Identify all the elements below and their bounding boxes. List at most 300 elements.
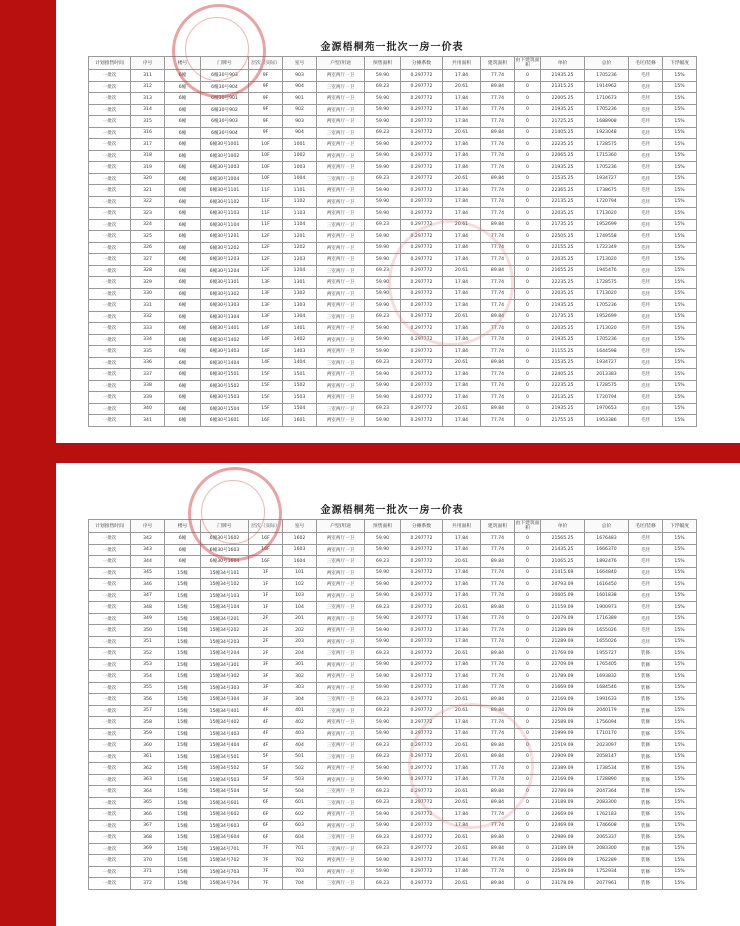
table-cell: 一批次 bbox=[89, 671, 131, 683]
table-cell: 一批次 bbox=[89, 162, 131, 174]
table-cell: 77.74 bbox=[481, 567, 515, 579]
table-cell: 一批次 bbox=[89, 265, 131, 277]
table-cell: 336 bbox=[131, 357, 165, 369]
table-cell: 346 bbox=[131, 579, 165, 591]
table-cell: 0 bbox=[515, 544, 541, 556]
table-cell: 902 bbox=[283, 104, 317, 116]
table-cell: 17.84 bbox=[443, 567, 481, 579]
table-cell: 502 bbox=[283, 763, 317, 775]
table-cell: 15幢34号604 bbox=[201, 832, 249, 844]
table-cell: 6幢 bbox=[165, 81, 201, 93]
table-cell: 69.23 bbox=[365, 311, 401, 323]
table-cell: 6幢30号904 bbox=[201, 81, 249, 93]
table-row bbox=[89, 556, 697, 568]
table-cell: 装修 bbox=[629, 832, 663, 844]
table-cell: 89.84 bbox=[481, 797, 515, 809]
table-cell: 0 bbox=[515, 196, 541, 208]
table-cell: 三室两厅一卫 bbox=[317, 219, 365, 231]
table-cell: 16F bbox=[249, 533, 283, 545]
table-cell: 0.297772 bbox=[401, 346, 443, 358]
table-cell: 一批次 bbox=[89, 590, 131, 602]
table-cell: 毛坯 bbox=[629, 334, 663, 346]
table-cell: 一批次 bbox=[89, 740, 131, 752]
table-cell: 0.297772 bbox=[401, 590, 443, 602]
table-cell: 77.74 bbox=[481, 763, 515, 775]
table-cell: 0 bbox=[515, 242, 541, 254]
table-cell: 毛坯 bbox=[629, 357, 663, 369]
table-cell: 15幢 bbox=[165, 567, 201, 579]
table-cell: 0.297772 bbox=[401, 93, 443, 105]
table-row bbox=[89, 820, 697, 832]
table-cell: 6幢30号903 bbox=[201, 70, 249, 82]
table-cell: 77.74 bbox=[481, 104, 515, 116]
table-cell: 89.84 bbox=[481, 81, 515, 93]
table-cell: 21155.25 bbox=[541, 346, 585, 358]
table-cell: 59.90 bbox=[365, 323, 401, 335]
table-cell: 毛坯 bbox=[629, 173, 663, 185]
table-cell: 0 bbox=[515, 219, 541, 231]
table-cell: 两室两厅一卫 bbox=[317, 185, 365, 197]
column-header: 分摊系数 bbox=[401, 57, 443, 70]
table-cell: 1713020 bbox=[585, 323, 629, 335]
table-cell: 77.74 bbox=[481, 150, 515, 162]
table-cell: 21935.25 bbox=[541, 104, 585, 116]
table-cell: 17.84 bbox=[443, 763, 481, 775]
table-cell: 15% bbox=[663, 855, 697, 867]
table-cell: 6幢 bbox=[165, 533, 201, 545]
table-cell: 15幢 bbox=[165, 797, 201, 809]
table-row bbox=[89, 866, 697, 878]
table-cell: 装修 bbox=[629, 648, 663, 660]
table-cell: 21935.25 bbox=[541, 162, 585, 174]
table-cell: 13F bbox=[249, 288, 283, 300]
table-cell: 11F bbox=[249, 185, 283, 197]
table-row bbox=[89, 334, 697, 346]
table-cell: 装修 bbox=[629, 682, 663, 694]
table-cell: 装修 bbox=[629, 751, 663, 763]
table-cell: 77.74 bbox=[481, 139, 515, 151]
table-cell: 4F bbox=[249, 705, 283, 717]
table-cell: 0.297772 bbox=[401, 556, 443, 568]
table-cell: 15% bbox=[663, 127, 697, 139]
table-cell: 332 bbox=[131, 311, 165, 323]
table-cell: 0.297772 bbox=[401, 288, 443, 300]
table-cell: 17.84 bbox=[443, 254, 481, 266]
table-cell: 89.84 bbox=[481, 311, 515, 323]
table-cell: 一批次 bbox=[89, 208, 131, 220]
table-cell: 1705236 bbox=[585, 70, 629, 82]
table-cell: 15幢34号701 bbox=[201, 843, 249, 855]
table-cell: 357 bbox=[131, 705, 165, 717]
table-cell: 345 bbox=[131, 567, 165, 579]
table-cell: 69.23 bbox=[365, 705, 401, 717]
table-cell: 两室两厅一卫 bbox=[317, 625, 365, 637]
table-cell: 1101 bbox=[283, 185, 317, 197]
table-cell: 22505.25 bbox=[541, 231, 585, 243]
table-cell: 77.74 bbox=[481, 820, 515, 832]
table-cell: 0 bbox=[515, 277, 541, 289]
table-cell: 15% bbox=[663, 705, 697, 717]
table-cell: 89.84 bbox=[481, 832, 515, 844]
table-cell: 1762183 bbox=[585, 809, 629, 821]
table-cell: 59.90 bbox=[365, 196, 401, 208]
table-cell: 毛坯 bbox=[629, 70, 663, 82]
table-cell: 毛坯 bbox=[629, 208, 663, 220]
table-cell: 0.297772 bbox=[401, 855, 443, 867]
table-cell: 351 bbox=[131, 636, 165, 648]
table-cell: 一批次 bbox=[89, 185, 131, 197]
table-cell: 0.297772 bbox=[401, 866, 443, 878]
table-cell: 89.84 bbox=[481, 878, 515, 890]
table-cell: 17.84 bbox=[443, 288, 481, 300]
table-cell: 23178.09 bbox=[541, 878, 585, 890]
table-cell: 15F bbox=[249, 380, 283, 392]
table-cell: 15% bbox=[663, 717, 697, 729]
table-cell: 77.74 bbox=[481, 208, 515, 220]
table-cell: 一批次 bbox=[89, 346, 131, 358]
table-cell: 340 bbox=[131, 403, 165, 415]
table-cell: 15幢34号504 bbox=[201, 786, 249, 798]
table-row bbox=[89, 150, 697, 162]
table-cell: 毛坯 bbox=[629, 392, 663, 404]
table-cell: 装修 bbox=[629, 809, 663, 821]
table-row bbox=[89, 93, 697, 105]
table-cell: 一批次 bbox=[89, 415, 131, 427]
table-cell: 0.297772 bbox=[401, 763, 443, 775]
table-cell: 毛坯 bbox=[629, 219, 663, 231]
table-cell: 三室两厅一卫 bbox=[317, 740, 365, 752]
table-cell: 装修 bbox=[629, 728, 663, 740]
table-cell: 77.74 bbox=[481, 659, 515, 671]
table-cell: 17.84 bbox=[443, 231, 481, 243]
table-cell: 603 bbox=[283, 820, 317, 832]
table-cell: 15% bbox=[663, 357, 697, 369]
table-cell: 三室两厅一卫 bbox=[317, 403, 365, 415]
table-cell: 一批次 bbox=[89, 104, 131, 116]
table-cell: 一批次 bbox=[89, 751, 131, 763]
table-cell: 17.84 bbox=[443, 544, 481, 556]
table-cell: 319 bbox=[131, 162, 165, 174]
table-cell: 两室两厅一卫 bbox=[317, 820, 365, 832]
table-row bbox=[89, 579, 697, 591]
table-cell: 89.84 bbox=[481, 694, 515, 706]
table-cell: 一批次 bbox=[89, 403, 131, 415]
table-cell: 0.297772 bbox=[401, 311, 443, 323]
column-header: 下浮幅度 bbox=[663, 520, 697, 533]
table-cell: 两室两厅一卫 bbox=[317, 208, 365, 220]
table-cell: 毛坯 bbox=[629, 288, 663, 300]
table-cell: 0.297772 bbox=[401, 208, 443, 220]
table-cell: 两室两厅一卫 bbox=[317, 533, 365, 545]
table-cell: 15% bbox=[663, 173, 697, 185]
table-cell: 77.74 bbox=[481, 392, 515, 404]
table-cell: 0 bbox=[515, 533, 541, 545]
table-cell: 15% bbox=[663, 786, 697, 798]
table-cell: 337 bbox=[131, 369, 165, 381]
table-row bbox=[89, 116, 697, 128]
table-cell: 2065337 bbox=[585, 832, 629, 844]
column-header: 建筑面积 bbox=[481, 57, 515, 70]
table-cell: 一批次 bbox=[89, 809, 131, 821]
table-cell: 毛坯 bbox=[629, 150, 663, 162]
table-cell: 0 bbox=[515, 392, 541, 404]
table-cell: 15% bbox=[663, 185, 697, 197]
table-cell: 一批次 bbox=[89, 659, 131, 671]
table-cell: 1710673 bbox=[585, 93, 629, 105]
table-cell: 毛坯 bbox=[629, 636, 663, 648]
table-cell: 0.297772 bbox=[401, 403, 443, 415]
table-cell: 0.297772 bbox=[401, 705, 443, 717]
table-cell: 15幢 bbox=[165, 878, 201, 890]
table-row bbox=[89, 878, 697, 890]
table-cell: 装修 bbox=[629, 694, 663, 706]
table-cell: 15% bbox=[663, 334, 697, 346]
table-cell: 6幢 bbox=[165, 196, 201, 208]
table-cell: 1934727 bbox=[585, 173, 629, 185]
table-cell: 15% bbox=[663, 556, 697, 568]
table-cell: 15% bbox=[663, 150, 697, 162]
column-header: 预售面积 bbox=[365, 520, 401, 533]
table-cell: 两室两厅一卫 bbox=[317, 323, 365, 335]
table-cell: 0.297772 bbox=[401, 740, 443, 752]
table-cell: 0.297772 bbox=[401, 809, 443, 821]
table-cell: 6幢 bbox=[165, 392, 201, 404]
table-cell: 1762289 bbox=[585, 855, 629, 867]
table-cell: 348 bbox=[131, 602, 165, 614]
table-cell: 装修 bbox=[629, 797, 663, 809]
table-cell: 两室两厅一卫 bbox=[317, 116, 365, 128]
table-cell: 0 bbox=[515, 797, 541, 809]
column-header: 总价 bbox=[585, 57, 629, 70]
table-cell: 两室两厅一卫 bbox=[317, 300, 365, 312]
table-cell: 三室两厅一卫 bbox=[317, 751, 365, 763]
table-cell: 毛坯 bbox=[629, 104, 663, 116]
table-cell: 77.74 bbox=[481, 231, 515, 243]
table-cell: 一批次 bbox=[89, 855, 131, 867]
table-cell: 77.74 bbox=[481, 590, 515, 602]
table-cell: 15幢34号104 bbox=[201, 602, 249, 614]
table-cell: 77.74 bbox=[481, 162, 515, 174]
table-cell: 6幢 bbox=[165, 380, 201, 392]
table-cell: 15幢34号403 bbox=[201, 728, 249, 740]
table-cell: 69.23 bbox=[365, 556, 401, 568]
table-cell: 0 bbox=[515, 636, 541, 648]
table-cell: 毛坯 bbox=[629, 403, 663, 415]
table-cell: 毛坯 bbox=[629, 81, 663, 93]
table-cell: 装修 bbox=[629, 705, 663, 717]
table-cell: 一批次 bbox=[89, 93, 131, 105]
table-cell: 两室两厅一卫 bbox=[317, 544, 365, 556]
table-cell: 6幢30号1303 bbox=[201, 300, 249, 312]
table-row bbox=[89, 196, 697, 208]
table-cell: 22989.09 bbox=[541, 832, 585, 844]
table-cell: 毛坯 bbox=[629, 323, 663, 335]
table-cell: 22669.09 bbox=[541, 809, 585, 821]
table-cell: 6幢 bbox=[165, 104, 201, 116]
table-cell: 一批次 bbox=[89, 254, 131, 266]
table-cell: 16F bbox=[249, 415, 283, 427]
table-row bbox=[89, 300, 697, 312]
table-cell: 364 bbox=[131, 786, 165, 798]
table-cell: 59.90 bbox=[365, 820, 401, 832]
table-cell: 0 bbox=[515, 323, 541, 335]
table-cell: 701 bbox=[283, 843, 317, 855]
table-cell: 20605.09 bbox=[541, 590, 585, 602]
table-cell: 一批次 bbox=[89, 150, 131, 162]
table-cell: 324 bbox=[131, 219, 165, 231]
table-cell: 9F bbox=[249, 127, 283, 139]
column-header: 户型/用途 bbox=[317, 57, 365, 70]
table-cell: 14F bbox=[249, 346, 283, 358]
table-row bbox=[89, 728, 697, 740]
table-cell: 17.84 bbox=[443, 93, 481, 105]
table-cell: 1746608 bbox=[585, 820, 629, 832]
table-cell: 17.84 bbox=[443, 415, 481, 427]
table-cell: 22589.09 bbox=[541, 717, 585, 729]
table-cell: 20.61 bbox=[443, 311, 481, 323]
table-cell: 21789.09 bbox=[541, 671, 585, 683]
table-cell: 0.297772 bbox=[401, 602, 443, 614]
table-cell: 89.84 bbox=[481, 127, 515, 139]
table-cell: 15% bbox=[663, 116, 697, 128]
column-header: 楼号 bbox=[165, 57, 201, 70]
table-cell: 两室两厅一卫 bbox=[317, 613, 365, 625]
table-row bbox=[89, 533, 697, 545]
table-cell: 77.74 bbox=[481, 277, 515, 289]
table-cell: 203 bbox=[283, 636, 317, 648]
table-cell: 6幢30号1104 bbox=[201, 219, 249, 231]
table-cell: 20793.09 bbox=[541, 579, 585, 591]
table-cell: 2040179 bbox=[585, 705, 629, 717]
table-cell: 1715360 bbox=[585, 150, 629, 162]
table-cell: 328 bbox=[131, 265, 165, 277]
table-cell: 两室两厅一卫 bbox=[317, 763, 365, 775]
table-cell: 三室两厅一卫 bbox=[317, 173, 365, 185]
table-cell: 装修 bbox=[629, 659, 663, 671]
table-cell: 69.23 bbox=[365, 219, 401, 231]
table-cell: 17.84 bbox=[443, 185, 481, 197]
table-cell: 602 bbox=[283, 809, 317, 821]
table-cell: 59.90 bbox=[365, 300, 401, 312]
table-cell: 0 bbox=[515, 334, 541, 346]
table-cell: 0.297772 bbox=[401, 613, 443, 625]
table-cell: 15幢34号602 bbox=[201, 809, 249, 821]
table-cell: 15% bbox=[663, 242, 697, 254]
table-cell: 15幢34号601 bbox=[201, 797, 249, 809]
table-cell: 6幢 bbox=[165, 139, 201, 151]
table-cell: 两室两厅一卫 bbox=[317, 104, 365, 116]
table-cell: 77.74 bbox=[481, 728, 515, 740]
table-cell: 6幢 bbox=[165, 265, 201, 277]
table-cell: 322 bbox=[131, 196, 165, 208]
table-cell: 一批次 bbox=[89, 70, 131, 82]
table-cell: 0.297772 bbox=[401, 625, 443, 637]
table-cell: 77.74 bbox=[481, 380, 515, 392]
table-cell: 15% bbox=[663, 763, 697, 775]
table-cell: 一批次 bbox=[89, 380, 131, 392]
table-cell: 59.90 bbox=[365, 93, 401, 105]
table-cell: 1103 bbox=[283, 208, 317, 220]
table-cell: 三室两厅一卫 bbox=[317, 694, 365, 706]
table-cell: 2083300 bbox=[585, 797, 629, 809]
table-cell: 毛坯 bbox=[629, 579, 663, 591]
table-cell: 2F bbox=[249, 636, 283, 648]
table-cell: 904 bbox=[283, 81, 317, 93]
table-cell: 371 bbox=[131, 866, 165, 878]
table-cell: 2077961 bbox=[585, 878, 629, 890]
table-cell: 6幢30号1204 bbox=[201, 265, 249, 277]
table-cell: 0 bbox=[515, 185, 541, 197]
table-cell: 23189.09 bbox=[541, 843, 585, 855]
column-header: 共用面积 bbox=[443, 520, 481, 533]
table-cell: 7F bbox=[249, 843, 283, 855]
table-cell: 0.297772 bbox=[401, 415, 443, 427]
table-row bbox=[89, 613, 697, 625]
table-cell: 0 bbox=[515, 300, 541, 312]
table-cell: 15% bbox=[663, 878, 697, 890]
table-row bbox=[89, 567, 697, 579]
column-header: 室号 bbox=[283, 520, 317, 533]
table-cell: 77.74 bbox=[481, 866, 515, 878]
table-cell: 20.61 bbox=[443, 403, 481, 415]
table-cell: 1601 bbox=[283, 415, 317, 427]
table-cell: 一批次 bbox=[89, 705, 131, 717]
table-cell: 15幢34号304 bbox=[201, 694, 249, 706]
table-cell: 1102 bbox=[283, 196, 317, 208]
table-row bbox=[89, 705, 697, 717]
table-cell: 17.84 bbox=[443, 636, 481, 648]
table-cell: 1004 bbox=[283, 173, 317, 185]
table-cell: 6幢30号1401 bbox=[201, 323, 249, 335]
table-cell: 5F bbox=[249, 786, 283, 798]
table-row bbox=[89, 392, 697, 404]
table-cell: 59.90 bbox=[365, 139, 401, 151]
table-cell: 77.74 bbox=[481, 544, 515, 556]
table-cell: 两室两厅一卫 bbox=[317, 671, 365, 683]
table-row bbox=[89, 855, 697, 867]
table-cell: 22709.09 bbox=[541, 659, 585, 671]
table-cell: 毛坯 bbox=[629, 254, 663, 266]
table-cell: 一批次 bbox=[89, 116, 131, 128]
table-cell: 331 bbox=[131, 300, 165, 312]
table-cell: 15幢34号303 bbox=[201, 682, 249, 694]
table-cell: 604 bbox=[283, 832, 317, 844]
table-cell: 21535.25 bbox=[541, 357, 585, 369]
table-cell: 20.61 bbox=[443, 127, 481, 139]
table-cell: 一批次 bbox=[89, 369, 131, 381]
table-cell: 17.84 bbox=[443, 369, 481, 381]
table-cell: 59.90 bbox=[365, 150, 401, 162]
table-cell: 16F bbox=[249, 544, 283, 556]
table-cell: 15% bbox=[663, 579, 697, 591]
table-cell: 一批次 bbox=[89, 567, 131, 579]
table-cell: 1601838 bbox=[585, 590, 629, 602]
table-cell: 1655026 bbox=[585, 636, 629, 648]
table-cell: 一批次 bbox=[89, 323, 131, 335]
table-cell: 一批次 bbox=[89, 242, 131, 254]
column-header: 序号 bbox=[131, 57, 165, 70]
table-cell: 15幢34号201 bbox=[201, 613, 249, 625]
table-cell: 59.90 bbox=[365, 567, 401, 579]
table-cell: 1923048 bbox=[585, 127, 629, 139]
table-cell: 17.84 bbox=[443, 380, 481, 392]
table-cell: 1403 bbox=[283, 346, 317, 358]
table-cell: 59.90 bbox=[365, 162, 401, 174]
table-cell: 335 bbox=[131, 346, 165, 358]
table-cell: 17.84 bbox=[443, 579, 481, 591]
table-cell: 9F bbox=[249, 70, 283, 82]
table-cell: 毛坯 bbox=[629, 231, 663, 243]
